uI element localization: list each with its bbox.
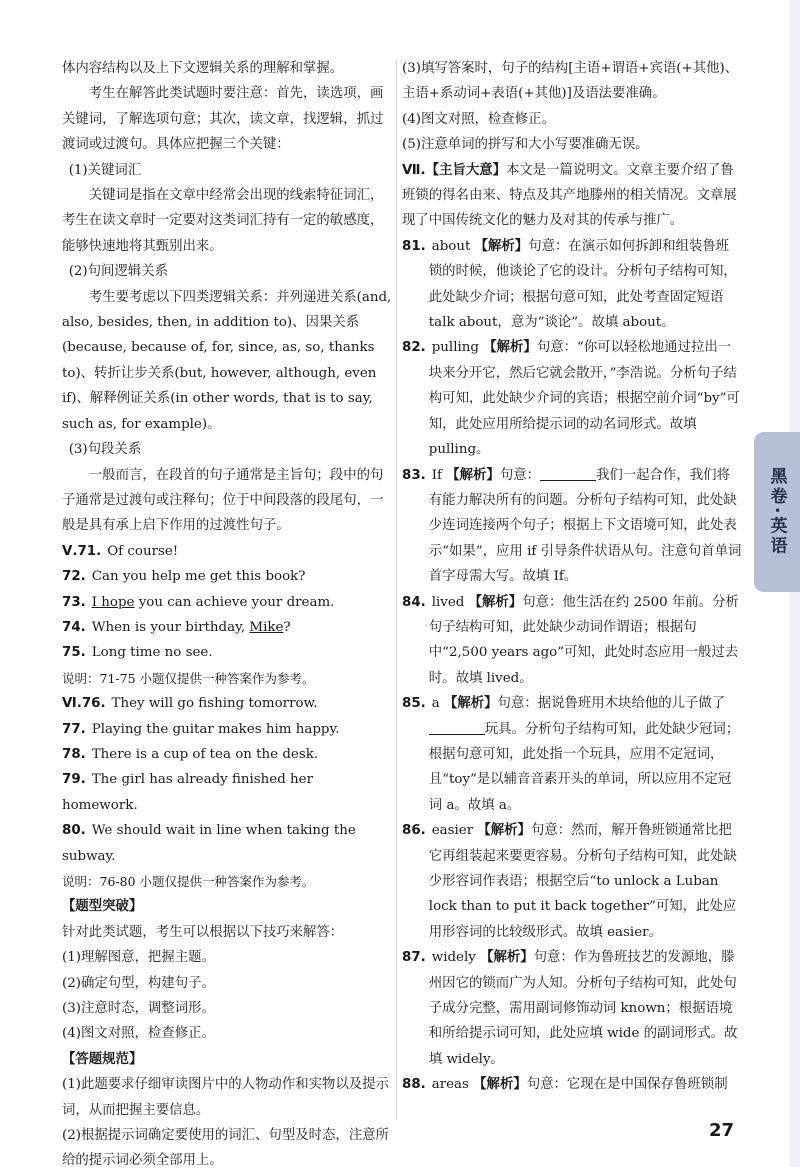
answer-71: Ⅴ.71. Of course! [62, 543, 179, 559]
heading-paragraph-relation: (3)句段关系 [68, 442, 142, 458]
page-number: 27 [708, 1120, 734, 1141]
analysis-label: 【解析】 [483, 340, 537, 356]
breakthrough-intro: 针对此类试题，考生可以根据以下技巧来解答： [62, 924, 344, 940]
answer-word: easier [431, 823, 474, 839]
main-idea: Ⅶ.【主旨大意】本文是一篇说明文。文章主要介绍了鲁班锁的得名由来、特点及其产地滕州的相关情况。文章展现了中国传统文化的魅力及对其的传承与推广。 [402, 162, 737, 229]
main-idea-label: 【主旨大意】 [425, 162, 506, 178]
side-tab [754, 432, 800, 592]
answer-word: about [431, 238, 471, 254]
norm-3: (3)填写答案时，句子的结构[主语+谓语+宾语(+其他)、主语+系动词+表语(+其他)]及语法要准确。 [402, 61, 739, 102]
answer-word: widely [431, 950, 476, 966]
section-7-label: Ⅶ. [402, 162, 426, 178]
analysis-84: 84. lived 【解析】句意：他生活在约 2500 年前。分析句子结构可知，此处缺少动词作谓语；根据句中“2,500 years ago”可知，此处时态应用一般过去时。故填 lived。 [402, 594, 739, 686]
note-71-75: 说明：71-75 小题仅提供一种答案作为参考。 [62, 670, 315, 686]
note-76-80: 说明：76-80 小题仅提供一种答案作为参考。 [62, 874, 315, 889]
norm-5: (5)注意单词的拼写和大小写要准确无误。 [402, 137, 649, 153]
analysis-label: 【解析】 [480, 950, 534, 966]
heading-keywords: (1)关键词汇 [68, 162, 142, 178]
blank-line [429, 720, 485, 735]
paragraph-relation: 一般而言，在段首的句子通常是主旨句；段中的句子通常是过渡句或注释句；位于中间段落的段尾句，一般是具有承上启下作用的过渡性句子。 [62, 467, 384, 534]
answer-80: 80. We should wait in line when taking the subway. [62, 823, 356, 864]
heading-logic: (2)句间逻辑关系 [68, 264, 168, 280]
intro-paragraph: 考生在解答此类试题时要注意：首先，读选项，画关键词，了解选项句意；其次，读文章，找逻辑，抓过渡词或过渡句。具体应把握三个关键： [62, 86, 384, 153]
analysis-88: 88. areas 【解析】句意：它现在是中国保存鲁班锁制 [402, 1077, 728, 1093]
answer-79: 79. The girl has already finished her homework. [62, 772, 314, 813]
paragraph-keywords: 关键词是指在文章中经常会出现的线索特征词汇，考生在读文章时一定要对这类词汇持有一定的敏感度，能够快速地将其甄别出来。 [62, 188, 384, 254]
right-column [402, 56, 742, 1098]
answer-78: 78. There is a cup of tea on the desk. [62, 746, 319, 762]
paragraph-logic: 考生要考虑以下四类逻辑关系：并列递进关系(and, also, besides, then, in addition to)、因果关系(because, because of, for, since, as, so, thanks to)、转折让步关系(but, however, although, even if)、解释例证关系(in other words, that is to say, such as, for example)。 [62, 289, 392, 432]
norm-4: (4)图文对照，检查修正。 [402, 111, 555, 127]
breakthrough-step-3: (3)注意时态，调整词形。 [62, 1001, 215, 1017]
answer-word: areas [431, 1077, 469, 1093]
column-divider [396, 60, 397, 1120]
answer-74: 74. When is your birthday, Mike? [62, 619, 291, 635]
side-tab-label: 黑卷·英语 [766, 467, 787, 557]
answer-73: 73. I hope you can achieve your dream. [62, 594, 335, 610]
analysis-85: 85. a 【解析】句意：据说鲁班用木块给他的儿子做了玩具。分析句子结构可知，此处缺少冠词；根据句意可知，此处指一个玩具，应用不定冠词，且“toy”是以辅音音素开头的单词，所以应用不定冠词 a。故填 a。 [402, 696, 740, 813]
answer-77: 77. Playing the guitar makes him happy. [62, 721, 340, 737]
analysis-label: 【解析】 [474, 238, 529, 254]
analysis-label: 【解析】 [443, 696, 498, 712]
section-5-label: Ⅴ. [62, 543, 78, 559]
section-6-label: Ⅵ. [62, 696, 82, 712]
analysis-86: 86. easier 【解析】句意：然而，解开鲁班锁通常比把它再组装起来要更容易。分析句子结构可知，此处缺少形容词作表语；根据空后“to unlock a Luban lock than to put it back together”可知，此处应用形容词的比较级形式。故填 easier。 [402, 823, 737, 940]
analysis-87: 87. widely 【解析】句意：作为鲁班技艺的发源地，滕州因它的锁而广为人知。分析句子结构可知，此处句子成分完整，需用副词修饰动词 known；根据语境和所给提示词可知，此处应填 wide 的副词形式。故填 widely。 [402, 950, 738, 1067]
analysis-82: 82. pulling 【解析】句意：“你可以轻松地通过拉出一块来分开它，然后它就会散开，”李浩说。分析句子结构可知，此处缺少介词的宾语；根据空前介词“by”可知，此处应用所给提示词的动名词形式。故填 pulling。 [402, 340, 740, 458]
intro-continuation: 体内容结构以及上下文逻辑关系的理解和掌握。 [62, 61, 344, 76]
analysis-label: 【解析】 [468, 594, 523, 610]
left-column [62, 56, 392, 1174]
blank-line [540, 466, 596, 481]
answer-76: Ⅵ.76. They will go fishing tomorrow. [62, 696, 318, 712]
breakthrough-step-1: (1)理解图意，把握主题。 [62, 950, 215, 966]
answer-word: pulling [431, 340, 479, 356]
norm-1: (1)此题要求仔细审读图片中的人物动作和实物以及提示词，从而把握主要信息。 [62, 1077, 389, 1118]
norm-2: (2)根据提示词确定要使用的词汇、句型及时态，注意所给的提示词必须全部用上。 [62, 1128, 389, 1169]
analysis-label: 【解析】 [473, 1077, 527, 1093]
breakthrough-title: 【题型突破】 [62, 899, 143, 915]
norms-title: 【答题规范】 [62, 1051, 143, 1067]
answer-word: If [431, 467, 442, 483]
analysis-label: 【解析】 [446, 467, 500, 483]
analysis-83: 83. If 【解析】句意： 我们一起合作，我们将有能力解决所有的问题。分析句子结构可知，此处缺少连词连接两个句子；根据上下文语境可知，此处表示“如果”，应用 if 引导条件状语从句。注意句首单词首字母需大写。故填 If。 [402, 467, 742, 585]
answer-word: a [431, 696, 440, 712]
answer-word: lived [431, 594, 465, 610]
breakthrough-step-4: (4)图文对照，检查修正。 [62, 1026, 215, 1042]
answer-75: 75. Long time no see. [62, 645, 213, 661]
analysis-81: 81. about 【解析】句意：在演示如何拆卸和组装鲁班锁的时候，他谈论了它的设计。分析句子结构可知，此处缺少介词；根据句意可知，此处考查固定短语 talk about，意为“谈论”。故填 about。 [402, 238, 737, 331]
analysis-label: 【解析】 [477, 823, 531, 839]
breakthrough-step-2: (2)确定句型，构建句子。 [62, 975, 215, 991]
answer-72: 72. Can you help me get this book? [62, 569, 306, 585]
